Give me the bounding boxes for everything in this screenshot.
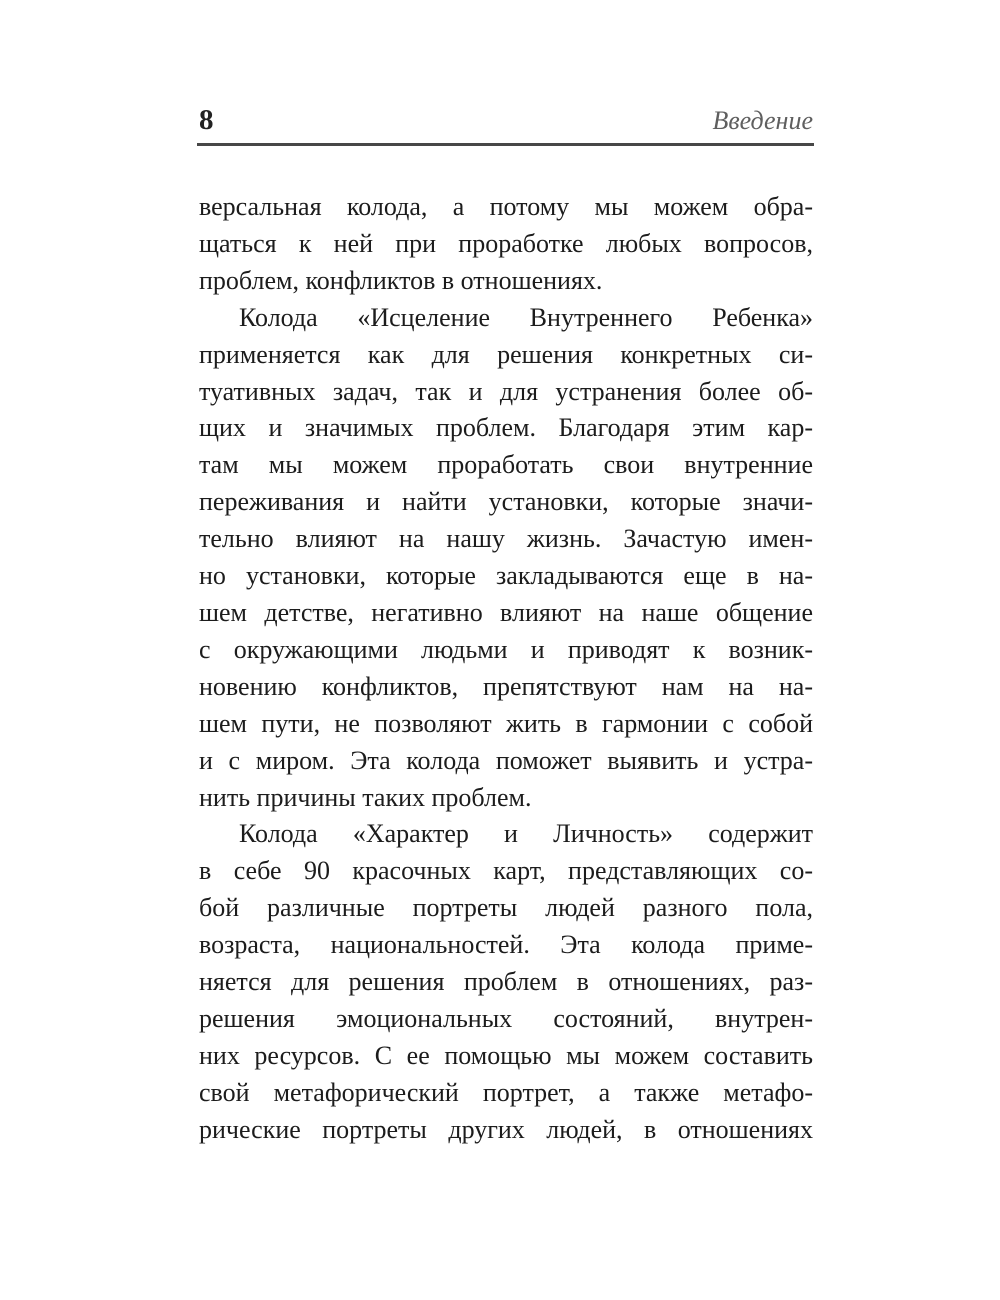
text-line: но установки, которые закладываются еще в на- — [199, 561, 813, 591]
text-line: няется для решения проблем в отношениях, раз- — [199, 967, 813, 997]
body-text — [199, 189, 813, 1149]
text-line: тельно влияют на нашу жизнь. Зачастую имен- — [199, 524, 813, 554]
page-number: 8 — [199, 104, 214, 136]
text-line: там мы можем проработать свои внутренние — [199, 450, 813, 480]
text-line: свой метафорический портрет, а также метафо- — [199, 1077, 813, 1107]
text-line: новению конфликтов, препятствуют нам на на- — [199, 671, 813, 701]
text-line: нить причины таких проблем. — [199, 782, 532, 812]
text-line: версальная колода, а потому мы можем обра- — [199, 192, 813, 221]
text-line: бой различные портреты людей разного пола, — [199, 893, 813, 923]
text-line: Колода «Исцеление Внутреннего Ребенка» — [239, 302, 813, 332]
text-line: щаться к ней при проработке любых вопросов, — [199, 228, 813, 258]
text-line: возраста, национальностей. Эта колода приме- — [199, 930, 813, 960]
text-line: в себе 90 красочных карт, представляющих со- — [199, 856, 813, 886]
text-line: шем детстве, негативно влияют на наше общение — [199, 597, 813, 627]
text-line: применяется как для решения конкретных си- — [199, 339, 813, 369]
running-header — [199, 104, 813, 137]
text-line: них ресурсов. С ее помощью мы можем составить — [199, 1040, 813, 1070]
text-line: рические портреты других людей, в отношениях — [199, 1114, 813, 1144]
header-rule — [197, 143, 814, 146]
text-line: и с миром. Эта колода поможет выявить и устра- — [199, 745, 813, 775]
text-line: щих и значимых проблем. Благодаря этим кар- — [199, 413, 813, 443]
text-line: шем пути, не позволяют жить в гармонии с собой — [199, 708, 813, 738]
section-title: Введение — [712, 106, 813, 135]
text-line: с окружающими людьми и приводят к возник- — [199, 634, 813, 664]
text-line: туативных задач, так и для устранения более об- — [199, 376, 813, 406]
text-line: переживания и найти установки, которые значи- — [199, 487, 813, 517]
text-line: решения эмоциональных состояний, внутрен- — [199, 1003, 813, 1033]
text-line: Колода «Характер и Личность» содержит — [239, 819, 813, 849]
text-line: проблем, конфликтов в отношениях. — [199, 265, 603, 295]
